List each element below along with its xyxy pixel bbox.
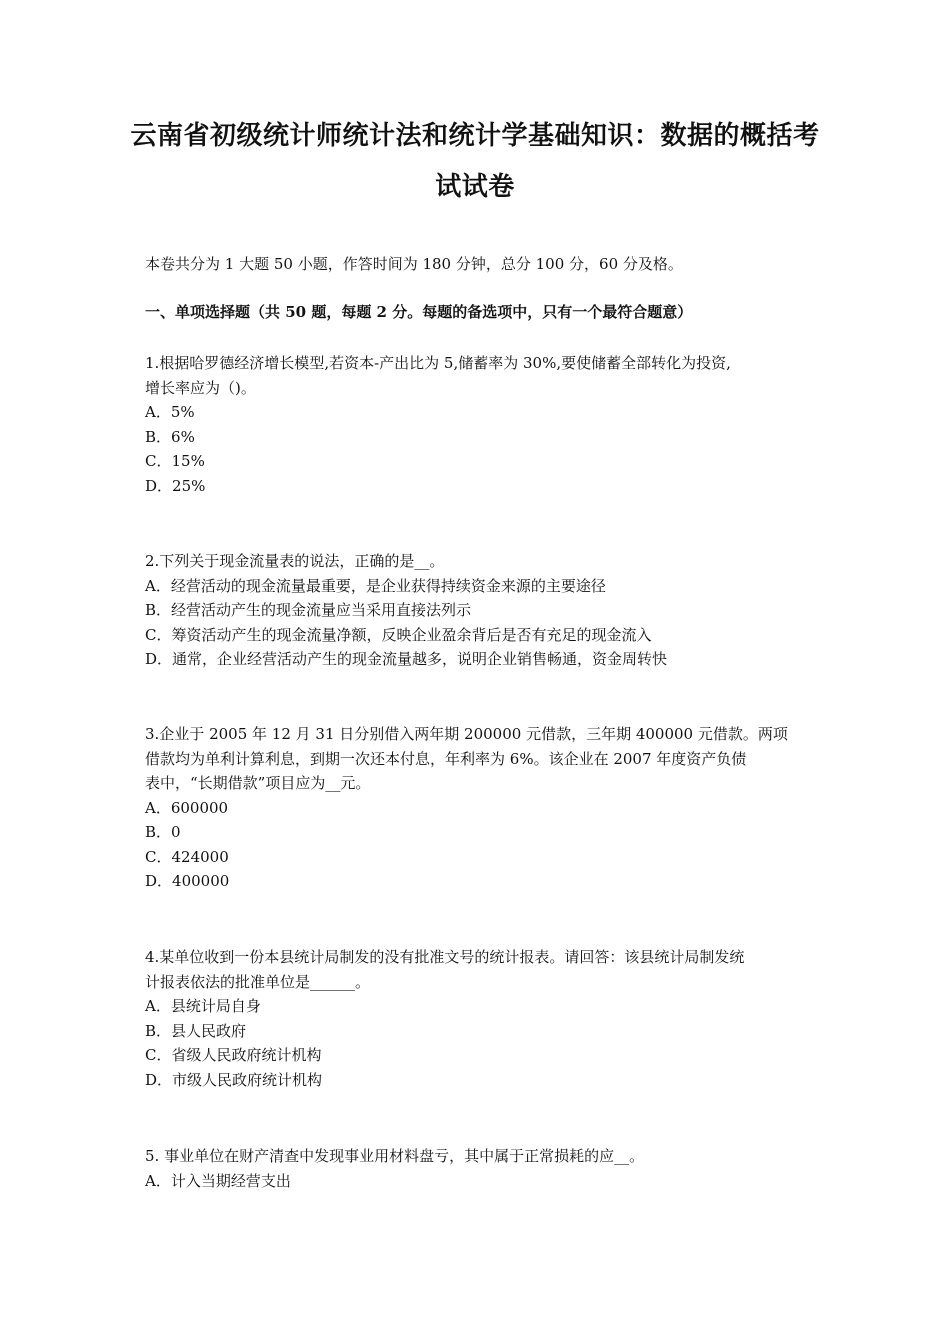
question-stem-line: 2.下列关于现金流量表的说法，正确的是__。 [145,552,445,570]
question-stem-line: 4.某单位收到一份本县统计局制发的没有批准文号的统计报表。请回答：该县统计局制发统 [145,948,745,966]
question-1 [145,351,825,498]
document-title-line-1: 云南省初级统计师统计法和统计学基础知识：数据的概括考 [130,121,820,151]
question-stem-line: 借款均为单利计算利息，到期一次还本付息，年利率为 6%。该企业在 2007 年度资产负债 [145,749,747,768]
question-2 [145,549,825,672]
option-d: D．通常，企业经营活动产生的现金流量越多，说明企业销售畅通，资金周转快 [145,650,668,668]
option-b: B．县人民政府 [145,1021,247,1040]
question-stem-line: 表中，“长期借款”项目应为__元。 [145,774,371,792]
option-a: A．计入当期经营支出 [145,1171,291,1190]
option-a: A．经营活动的现金流量最重要，是企业获得持续资金来源的主要途径 [145,576,606,595]
question-3 [145,722,825,894]
option-d: D．市级人民政府统计机构 [145,1070,323,1089]
option-b: B．经营活动产生的现金流量应当采用直接法列示 [145,601,472,619]
question-stem-line: 计报表依法的批准单位是______。 [145,972,371,991]
option-c: C．筹资活动产生的现金流量净额，反映企业盈余背后是否有充足的现金流入 [145,625,652,644]
option-d: D．25% [145,476,206,495]
option-c: C．省级人民政府统计机构 [145,1046,322,1064]
option-a: A．县统计局自身 [145,997,261,1015]
question-5 [145,1144,825,1193]
question-4 [145,945,825,1092]
question-stem-line: 3.企业于 2005 年 12 月 31 日分别借入两年期 200000 元借款，三年期 400000 元借款。两项 [145,725,788,743]
section-heading: 一、单项选择题（共 50 题，每题 2 分。每题的备选项中，只有一个最符合题意） [145,303,693,321]
exam-intro: 本卷共分为 1 大题 50 小题，作答时间为 180 分钟，总分 100 分，60 分及格。 [145,255,683,273]
option-d: D．400000 [145,872,230,890]
question-stem-line: 1.根据哈罗德经济增长模型,若资本-产出比为 5,储蓄率为 30%,要使储蓄全部转化为投资, [145,354,731,372]
option-c: C．15% [145,452,205,470]
question-stem-line: 5. 事业单位在财产清查中发现事业用材料盘亏，其中属于正常损耗的应__。 [145,1147,645,1165]
document-title-line-2: 试试卷 [435,172,515,202]
option-a: A．600000 [145,798,229,817]
option-c: C．424000 [145,847,229,866]
option-b: B．0 [145,823,181,841]
question-stem-line: 增长率应为（)。 [145,378,256,397]
option-b: B．6% [145,427,195,446]
option-a: A．5% [145,403,195,421]
